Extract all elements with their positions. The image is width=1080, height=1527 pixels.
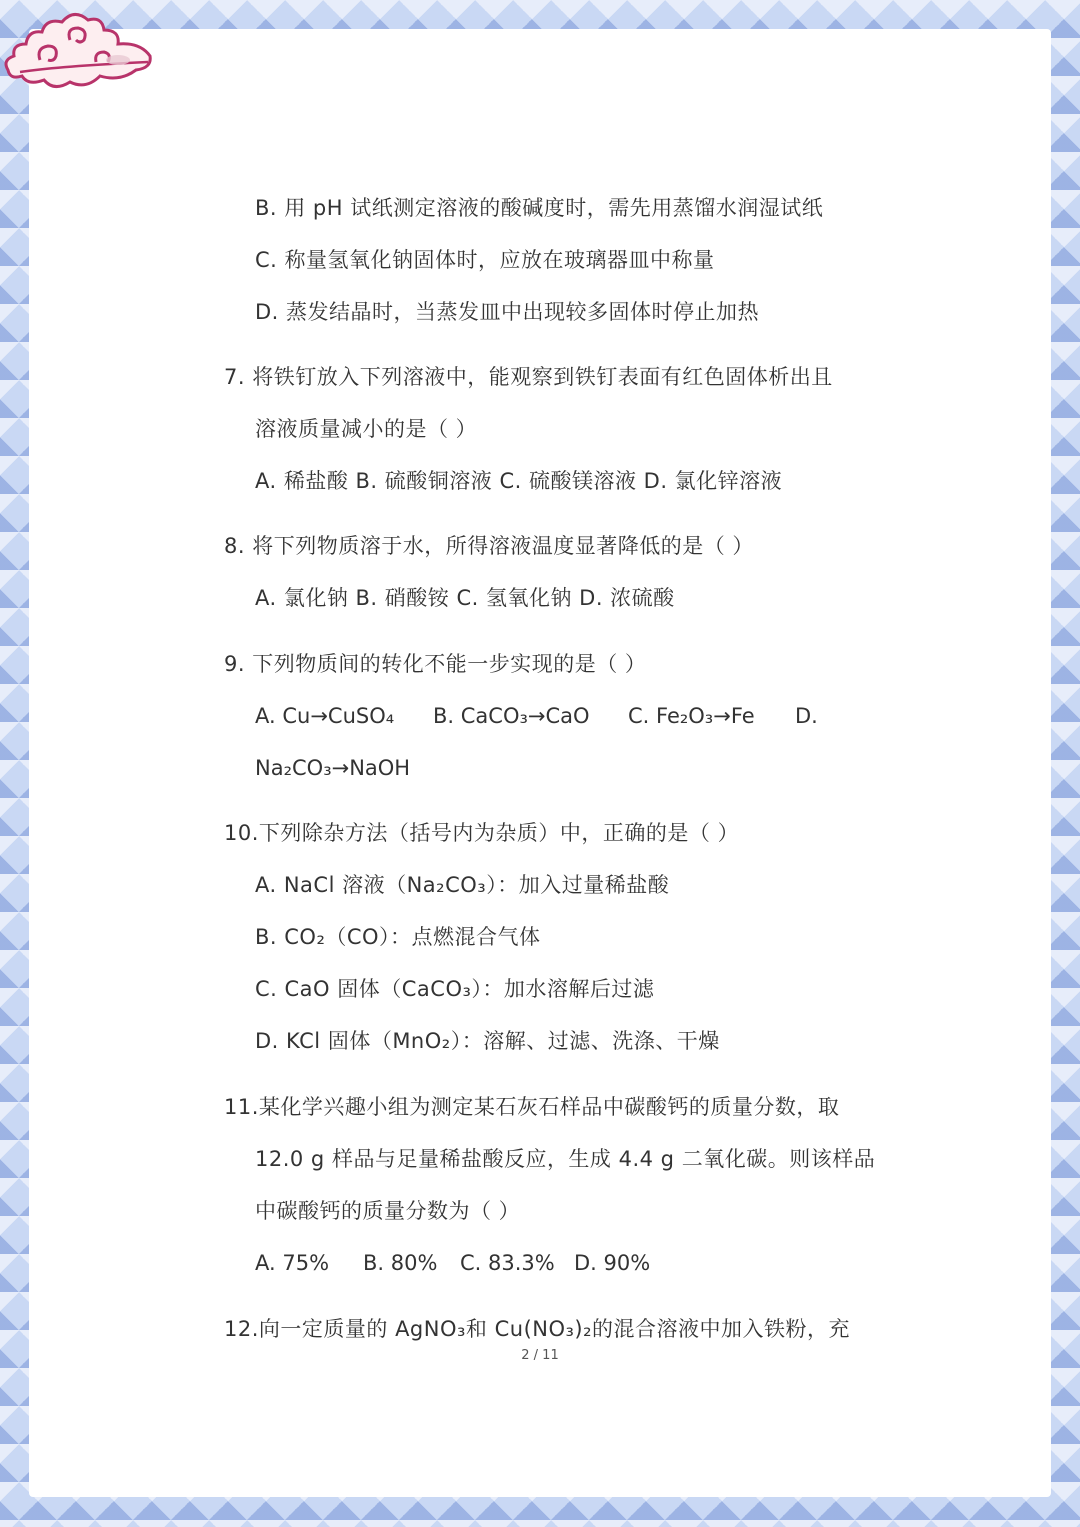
q12-stem-line-1: 12.向一定质量的 AgNO₃和 Cu(NO₃)₂的混合溶液中加入铁粉，充 bbox=[224, 1317, 851, 1341]
q9-stem: 9. 下列物质间的转化不能一步实现的是（ ） bbox=[224, 652, 647, 676]
q11-option-c: C. 83.3% bbox=[460, 1251, 555, 1275]
q11-option-a: A. 75% bbox=[255, 1251, 330, 1275]
q10-option-c: C. CaO 固体（CaCO₃）：加水溶解后过滤 bbox=[255, 977, 655, 1001]
q9-option-c: C. Fe₂O₃→Fe bbox=[628, 704, 755, 728]
q11-stem-line-1: 11.某化学兴趣小组为测定某石灰石样品中碳酸钙的质量分数，取 bbox=[224, 1095, 840, 1119]
q7-stem-line-1: 7. 将铁钉放入下列溶液中，能观察到铁钉表面有红色固体析出且 bbox=[224, 365, 833, 389]
q10-stem: 10.下列除杂方法（括号内为杂质）中，正确的是（ ） bbox=[224, 821, 740, 845]
q6-option-b: B. 用 pH 试纸测定溶液的酸碱度时，需先用蒸馏水润湿试纸 bbox=[255, 196, 824, 220]
q11-stem-line-2: 12.0 g 样品与足量稀盐酸反应，生成 4.4 g 二氧化碳。则该样品 bbox=[255, 1147, 876, 1171]
q11-option-d: D. 90% bbox=[574, 1251, 651, 1275]
q6-option-c: C. 称量氢氧化钠固体时，应放在玻璃器皿中称量 bbox=[255, 248, 715, 272]
q11-stem-line-3: 中碳酸钙的质量分数为（ ） bbox=[255, 1199, 521, 1223]
q9-option-a: A. Cu→CuSO₄ bbox=[255, 704, 395, 728]
q6-option-d: D. 蒸发结晶时，当蒸发皿中出现较多固体时停止加热 bbox=[255, 300, 760, 324]
q10-option-d: D. KCl 固体（MnO₂）：溶解、过滤、洗涤、干燥 bbox=[255, 1029, 720, 1053]
q11-option-b: B. 80% bbox=[363, 1251, 438, 1275]
q9-option-d-label: D. bbox=[795, 704, 818, 728]
auspicious-cloud-decoration bbox=[0, 0, 160, 100]
q10-option-b: B. CO₂（CO）：点燃混合气体 bbox=[255, 925, 541, 949]
q9-option-b: B. CaCO₃→CaO bbox=[433, 704, 590, 728]
q8-options: A. 氯化钠 B. 硝酸铵 C. 氢氧化钠 D. 浓硫酸 bbox=[255, 586, 675, 610]
q9-option-d-text: Na₂CO₃→NaOH bbox=[255, 756, 411, 780]
q7-options: A. 稀盐酸 B. 硫酸铜溶液 C. 硫酸镁溶液 D. 氯化锌溶液 bbox=[255, 469, 783, 493]
q8-stem: 8. 将下列物质溶于水，所得溶液温度显著降低的是（ ） bbox=[224, 534, 754, 558]
q7-stem-line-2: 溶液质量减小的是（ ） bbox=[255, 417, 478, 441]
q10-option-a: A. NaCl 溶液（Na₂CO₃）：加入过量稀盐酸 bbox=[255, 873, 670, 897]
page-number: 2 / 11 bbox=[521, 1348, 559, 1363]
